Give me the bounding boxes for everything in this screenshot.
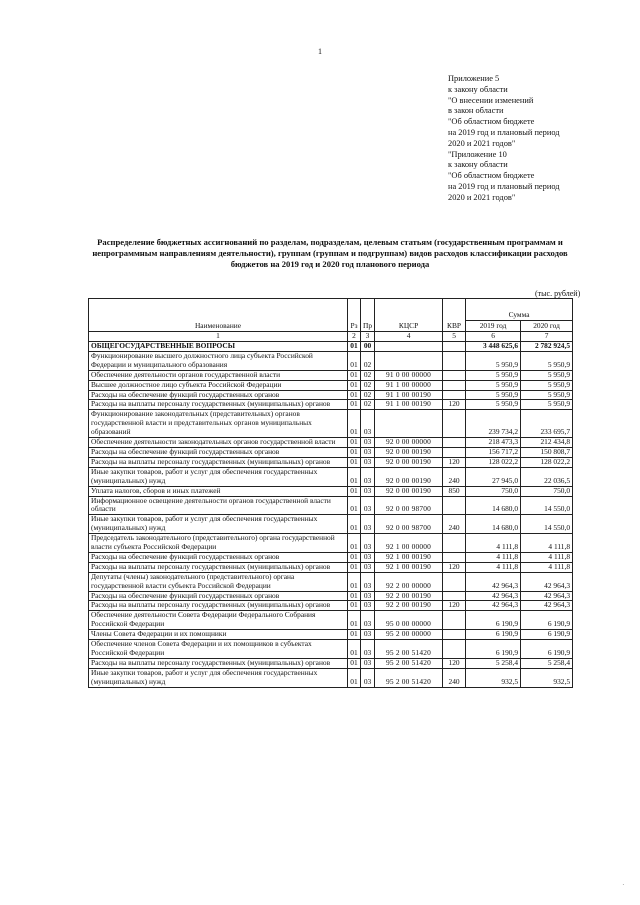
annex-line: к закону области: [448, 84, 508, 94]
row-name: Председатель законодательного (представительного) органа государственной власти субъекта Российской Федерации: [89, 534, 348, 553]
row-value-2019: 218 473,3: [466, 438, 521, 448]
row-value-2020: 42 964,3: [521, 601, 573, 611]
col-number: 5: [443, 332, 466, 342]
header-kcsr: КЦСР: [375, 299, 443, 332]
row-rz: 01: [348, 658, 361, 668]
page-number: 1: [318, 47, 322, 56]
header-row: [89, 299, 573, 321]
table-row: [89, 601, 573, 611]
row-pr: 03: [361, 552, 375, 562]
row-kcsr: 95 2 00 51420: [375, 640, 443, 659]
annex-line: на 2019 год и плановый период: [448, 181, 560, 191]
row-value-2019: 42 964,3: [466, 591, 521, 601]
row-value-2019: 932,5: [466, 668, 521, 687]
row-kvr: 120: [443, 400, 466, 410]
row-kcsr: 92 1 00 00190: [375, 562, 443, 572]
row-value-2019: 750,0: [466, 486, 521, 496]
row-kcsr: 92 0 00 98700: [375, 496, 443, 515]
row-name: Иные закупки товаров, работ и услуг для обеспечения государственных (муниципальных) нужд: [89, 467, 348, 486]
row-name: Расходы на обеспечение функций государственных органов: [89, 390, 348, 400]
row-pr: 02: [361, 351, 375, 370]
row-value-2020: 4 111,8: [521, 552, 573, 562]
row-rz: 01: [348, 572, 361, 591]
document-title: Распределение бюджетных ассигнований по разделам, подразделам, целевым статьям (государственным программам и непрограммным направлениям деятельности), группам (группам и подгруппам) видов расходов классификации расходов бюджетов на 2019 год и 2020 год планового периода: [92, 237, 568, 269]
row-value-2019: 14 680,0: [466, 496, 521, 515]
row-pr: 03: [361, 591, 375, 601]
corner-mark: .: [622, 881, 624, 887]
row-kcsr: 91 1 00 00190: [375, 390, 443, 400]
row-kvr: [443, 572, 466, 591]
table-row: [89, 467, 573, 486]
row-rz: 01: [348, 390, 361, 400]
row-value-2019: 128 022,2: [466, 457, 521, 467]
row-name: Расходы на выплаты персоналу государственных (муниципальных) органов: [89, 400, 348, 410]
row-kvr: [443, 591, 466, 601]
row-kcsr: 92 0 00 00190: [375, 467, 443, 486]
row-pr: 03: [361, 611, 375, 630]
row-value-2019: 27 945,0: [466, 467, 521, 486]
row-pr: 03: [361, 640, 375, 659]
col-number: 4: [375, 332, 443, 342]
row-name: Функционирование законодательных (представительных) органов государственной власти и представительных органов муниципальных образований: [89, 410, 348, 438]
row-name: Расходы на выплаты персоналу государственных (муниципальных) органов: [89, 658, 348, 668]
row-rz: 01: [348, 351, 361, 370]
row-rz: 01: [348, 410, 361, 438]
row-value-2020: 5 950,9: [521, 351, 573, 370]
row-value-2020: 128 022,2: [521, 457, 573, 467]
header-name: Наименование: [89, 299, 348, 332]
row-pr: 03: [361, 601, 375, 611]
row-rz: 01: [348, 640, 361, 659]
table-row: [89, 611, 573, 630]
row-rz: 01: [348, 515, 361, 534]
row-name: ОБЩЕГОСУДАРСТВЕННЫЕ ВОПРОСЫ: [89, 342, 348, 352]
row-kcsr: 92 1 00 00000: [375, 534, 443, 553]
row-pr: 03: [361, 410, 375, 438]
annex-line: к закону области: [448, 160, 508, 170]
row-kvr: [443, 640, 466, 659]
row-name: Иные закупки товаров, работ и услуг для обеспечения государственных (муниципальных) нужд: [89, 515, 348, 534]
annex-line: 2020 и 2021 годов": [448, 192, 516, 202]
row-value-2020: 14 550,0: [521, 496, 573, 515]
row-pr: 03: [361, 668, 375, 687]
table-row: [89, 390, 573, 400]
row-kvr: [443, 410, 466, 438]
row-kcsr: 91 0 00 00000: [375, 370, 443, 380]
table-row: [89, 370, 573, 380]
row-kcsr: [375, 351, 443, 370]
annex-line: "Приложение 10: [448, 149, 507, 159]
row-value-2020: 2 782 924,5: [521, 342, 573, 352]
row-name: Расходы на обеспечение функций государственных органов: [89, 447, 348, 457]
row-value-2019: 6 190,9: [466, 611, 521, 630]
row-rz: 01: [348, 591, 361, 601]
row-kcsr: [375, 342, 443, 352]
row-name: Расходы на выплаты персоналу государственных (муниципальных) органов: [89, 601, 348, 611]
row-value-2019: 6 190,9: [466, 630, 521, 640]
row-value-2019: 4 111,8: [466, 534, 521, 553]
table-row: [89, 457, 573, 467]
row-kcsr: 91 1 00 00000: [375, 380, 443, 390]
row-kvr: [443, 611, 466, 630]
row-kcsr: 95 2 00 51420: [375, 668, 443, 687]
row-value-2020: 4 111,8: [521, 562, 573, 572]
row-name: Обеспечение деятельности Совета Федерации Федерального Собрания Российской Федерации: [89, 611, 348, 630]
row-pr: 03: [361, 534, 375, 553]
row-kvr: 850: [443, 486, 466, 496]
row-pr: 00: [361, 342, 375, 352]
row-kvr: [443, 438, 466, 448]
row-kcsr: 92 2 00 00190: [375, 591, 443, 601]
row-name: Депутаты (члены) законодательного (представительного) органа государственной власти субъекта Российской Федерации: [89, 572, 348, 591]
row-rz: 01: [348, 562, 361, 572]
row-pr: 03: [361, 486, 375, 496]
header-rz: Рз: [348, 299, 361, 332]
row-kvr: 120: [443, 601, 466, 611]
row-pr: 03: [361, 457, 375, 467]
row-kcsr: 95 0 00 00000: [375, 611, 443, 630]
row-name: Уплата налогов, сборов и иных платежей: [89, 486, 348, 496]
table-row: [89, 342, 573, 352]
row-rz: 01: [348, 370, 361, 380]
row-pr: 03: [361, 438, 375, 448]
table-row: [89, 486, 573, 496]
row-value-2019: 239 734,2: [466, 410, 521, 438]
row-value-2020: 42 964,3: [521, 572, 573, 591]
row-value-2020: 233 695,7: [521, 410, 573, 438]
row-name: Информационное освещение деятельности органов государственной власти области: [89, 496, 348, 515]
row-value-2020: 150 808,7: [521, 447, 573, 457]
row-pr: 03: [361, 515, 375, 534]
row-kvr: [443, 496, 466, 515]
table-row: [89, 552, 573, 562]
row-value-2019: 42 964,3: [466, 601, 521, 611]
col-number: 6: [466, 332, 521, 342]
row-kcsr: [375, 410, 443, 438]
row-value-2020: 4 111,8: [521, 534, 573, 553]
row-kcsr: 92 0 00 98700: [375, 515, 443, 534]
header-pr: Пр: [361, 299, 375, 332]
row-value-2020: 14 550,0: [521, 515, 573, 534]
table-row: [89, 562, 573, 572]
header-kvr: КВР: [443, 299, 466, 332]
row-kvr: 240: [443, 668, 466, 687]
row-pr: 03: [361, 630, 375, 640]
table-row: [89, 496, 573, 515]
row-value-2020: 932,5: [521, 668, 573, 687]
row-value-2020: 42 964,3: [521, 591, 573, 601]
row-kvr: 120: [443, 457, 466, 467]
row-pr: 02: [361, 370, 375, 380]
table-row: [89, 400, 573, 410]
row-kvr: [443, 390, 466, 400]
row-value-2020: 22 036,5: [521, 467, 573, 486]
row-kvr: 120: [443, 658, 466, 668]
row-rz: 01: [348, 486, 361, 496]
row-kcsr: 92 2 00 00190: [375, 601, 443, 611]
row-kcsr: 92 0 00 00190: [375, 447, 443, 457]
row-value-2019: 5 258,4: [466, 658, 521, 668]
row-kcsr: 92 2 00 00000: [375, 572, 443, 591]
row-name: Иные закупки товаров, работ и услуг для обеспечения государственных (муниципальных) нужд: [89, 668, 348, 687]
table-row: [89, 380, 573, 390]
units-label: (тыс. рублей): [535, 289, 581, 298]
row-value-2019: 3 448 625,6: [466, 342, 521, 352]
row-kvr: [443, 351, 466, 370]
annex-line: на 2019 год и плановый период: [448, 127, 560, 137]
row-value-2020: 6 190,9: [521, 640, 573, 659]
budget-table: [88, 298, 573, 688]
row-kcsr: 92 0 00 00000: [375, 438, 443, 448]
row-pr: 03: [361, 562, 375, 572]
column-numbers-row: [89, 332, 573, 342]
row-pr: 02: [361, 380, 375, 390]
table-row: [89, 410, 573, 438]
annex-note: [448, 74, 633, 204]
row-name: Функционирование высшего должностного лица субъекта Российской Федерации и муниципального образования: [89, 351, 348, 370]
row-name: Высшее должностное лицо субъекта Российской Федерации: [89, 380, 348, 390]
row-name: Расходы на выплаты персоналу государственных (муниципальных) органов: [89, 562, 348, 572]
row-rz: 01: [348, 467, 361, 486]
col-number: 3: [361, 332, 375, 342]
row-kvr: [443, 342, 466, 352]
row-value-2020: 5 950,9: [521, 390, 573, 400]
row-value-2019: 6 190,9: [466, 640, 521, 659]
row-value-2019: 156 717,2: [466, 447, 521, 457]
row-rz: 01: [348, 611, 361, 630]
row-rz: 01: [348, 400, 361, 410]
row-kcsr: 95 2 00 00000: [375, 630, 443, 640]
row-rz: 01: [348, 438, 361, 448]
row-value-2020: 6 190,9: [521, 630, 573, 640]
row-value-2019: 5 950,9: [466, 380, 521, 390]
table-row: [89, 630, 573, 640]
annex-line: 2020 и 2021 годов": [448, 138, 516, 148]
row-value-2019: 4 111,8: [466, 552, 521, 562]
row-rz: 01: [348, 601, 361, 611]
row-kvr: 240: [443, 515, 466, 534]
row-value-2020: 6 190,9: [521, 611, 573, 630]
row-pr: 03: [361, 496, 375, 515]
row-value-2019: 5 950,9: [466, 351, 521, 370]
row-value-2019: 5 950,9: [466, 400, 521, 410]
row-value-2020: 5 950,9: [521, 380, 573, 390]
row-kvr: [443, 447, 466, 457]
col-number: 2: [348, 332, 361, 342]
table-row: [89, 447, 573, 457]
row-name: Обеспечение членов Совета Федерации и их помощников в субъектах Российской Федерации: [89, 640, 348, 659]
row-kvr: 240: [443, 467, 466, 486]
row-kvr: [443, 370, 466, 380]
col-number: 1: [89, 332, 348, 342]
annex-line: "Об областном бюджете: [448, 171, 535, 181]
row-name: Расходы на обеспечение функций государственных органов: [89, 552, 348, 562]
row-rz: 01: [348, 552, 361, 562]
row-value-2020: 5 950,9: [521, 370, 573, 380]
table-row: [89, 351, 573, 370]
row-rz: 01: [348, 496, 361, 515]
row-value-2019: 42 964,3: [466, 572, 521, 591]
row-rz: 01: [348, 534, 361, 553]
row-name: Расходы на обеспечение функций государственных органов: [89, 591, 348, 601]
row-rz: 01: [348, 668, 361, 687]
table-row: [89, 534, 573, 553]
row-kcsr: 95 2 00 51420: [375, 658, 443, 668]
row-value-2020: 212 434,8: [521, 438, 573, 448]
table-row: [89, 591, 573, 601]
annex-line: Приложение 5: [448, 74, 500, 83]
annex-line: "О внесении изменений: [448, 95, 534, 105]
row-kvr: [443, 552, 466, 562]
row-rz: 01: [348, 630, 361, 640]
row-pr: 02: [361, 400, 375, 410]
table-row: [89, 658, 573, 668]
row-value-2020: 750,0: [521, 486, 573, 496]
row-pr: 02: [361, 390, 375, 400]
table-row: [89, 668, 573, 687]
row-rz: 01: [348, 457, 361, 467]
row-name: Члены Совета Федерации и их помощники: [89, 630, 348, 640]
row-rz: 01: [348, 380, 361, 390]
row-pr: 03: [361, 467, 375, 486]
row-name: Расходы на выплаты персоналу государственных (муниципальных) органов: [89, 457, 348, 467]
row-pr: 03: [361, 658, 375, 668]
row-kvr: 120: [443, 562, 466, 572]
row-pr: 03: [361, 572, 375, 591]
row-kcsr: 91 1 00 00190: [375, 400, 443, 410]
header-sum: Сумма: [466, 299, 573, 321]
row-value-2019: 4 111,8: [466, 562, 521, 572]
row-value-2020: 5 950,9: [521, 400, 573, 410]
header-year-2020: 2020 год: [521, 321, 573, 332]
row-value-2019: 5 950,9: [466, 390, 521, 400]
row-rz: 01: [348, 342, 361, 352]
row-kvr: [443, 534, 466, 553]
annex-line: в закон области: [448, 106, 504, 116]
row-kcsr: 92 0 00 00190: [375, 486, 443, 496]
row-rz: 01: [348, 447, 361, 457]
row-pr: 03: [361, 447, 375, 457]
row-kvr: [443, 630, 466, 640]
row-kvr: [443, 380, 466, 390]
row-kcsr: 92 1 00 00190: [375, 552, 443, 562]
annex-line: "Об областном бюджете: [448, 117, 535, 127]
row-kcsr: 92 0 00 00190: [375, 457, 443, 467]
row-name: Обеспечение деятельности законодательных органов государственной власти: [89, 438, 348, 448]
col-number: 7: [521, 332, 573, 342]
row-name: Обеспечение деятельности органов государственной власти: [89, 370, 348, 380]
table-row: [89, 438, 573, 448]
row-value-2019: 14 680,0: [466, 515, 521, 534]
table-row: [89, 640, 573, 659]
row-value-2019: 5 950,9: [466, 370, 521, 380]
row-value-2020: 5 258,4: [521, 658, 573, 668]
table-row: [89, 572, 573, 591]
table-row: [89, 515, 573, 534]
header-year-2019: 2019 год: [466, 321, 521, 332]
